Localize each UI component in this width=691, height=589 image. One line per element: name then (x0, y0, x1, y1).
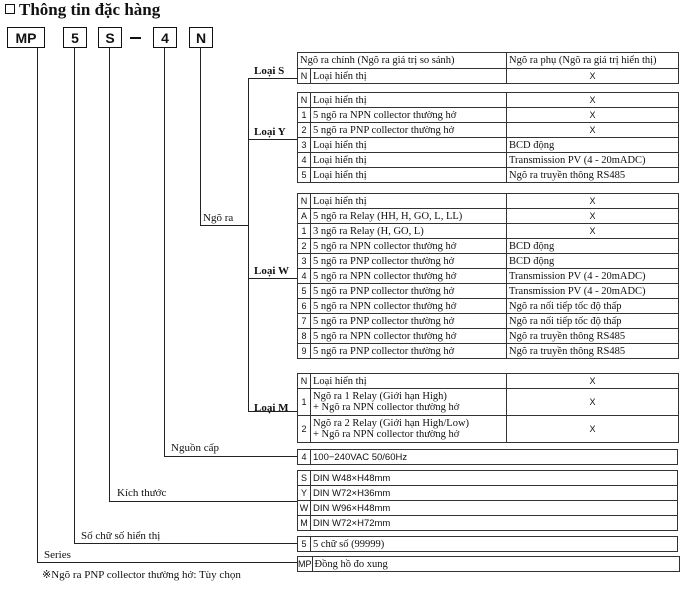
row-main: Loại hiển thị (311, 69, 507, 84)
leader-power-h (164, 456, 297, 457)
row-code: 1 (298, 389, 311, 416)
branch-loai-s (248, 78, 297, 79)
row-main: 5 ngõ ra PNP collector thường hở (311, 254, 507, 269)
table-row (298, 254, 679, 269)
row-main-line2: + Ngõ ra NPN collector thường hở (313, 429, 460, 440)
table-loai-y (297, 92, 679, 183)
row-sub: X (507, 108, 679, 123)
row-sub: Ngõ ra nối tiếp tốc độ thấp (507, 299, 679, 314)
table-row (298, 374, 679, 389)
row-text: 5 chữ số (99999) (311, 537, 678, 552)
table-loai-s (297, 52, 679, 84)
row-main: Loại hiển thị (311, 153, 507, 168)
table-row (298, 501, 678, 516)
row-sub: X (507, 416, 679, 443)
row-code: 4 (298, 269, 311, 284)
row-sub: X (507, 389, 679, 416)
row-sub: BCD động (507, 138, 679, 153)
branch-loai-y (248, 139, 297, 140)
row-text: Đồng hồ đo xung (312, 557, 679, 572)
row-main: Loại hiển thị (311, 374, 507, 389)
row-sub: Ngõ ra truyền thông RS485 (507, 168, 679, 183)
label-digits: Số chữ số hiển thị (81, 530, 161, 542)
row-sub: X (507, 374, 679, 389)
row-text: DIN W72×H72mm (311, 516, 678, 531)
row-sub: Ngõ ra truyền thông RS485 (507, 329, 679, 344)
table-size (297, 470, 678, 531)
row-main: 5 ngõ ra NPN collector thường hở (311, 329, 507, 344)
label-loai-m: Loại M (254, 402, 289, 414)
leader-size-h (109, 501, 297, 502)
code-box-digits (63, 27, 87, 48)
label-loai-y: Loại Y (254, 126, 286, 138)
label-loai-s: Loại S (254, 65, 285, 77)
table-row (298, 138, 679, 153)
table-row (298, 123, 679, 138)
table-row (298, 153, 679, 168)
row-sub: Transmission PV (4 - 20mADC) (507, 269, 679, 284)
label-output: Ngõ ra (203, 212, 234, 224)
table-row (298, 389, 679, 416)
row-sub: Ngõ ra truyền thông RS485 (507, 344, 679, 359)
row-main: 3 ngõ ra Relay (H, GO, L) (311, 224, 507, 239)
code-box-power (153, 27, 177, 48)
code-size-text: S (105, 29, 115, 46)
row-code: 4 (298, 153, 311, 168)
row-text: DIN W48×H48mm (311, 471, 678, 486)
row-main: 5 ngõ ra Relay (HH, H, GO, L, LL) (311, 209, 507, 224)
output-branch-vertical (248, 78, 249, 411)
row-sub: Transmission PV (4 - 20mADC) (507, 284, 679, 299)
row-code: 5 (298, 284, 311, 299)
table-row (298, 557, 680, 572)
row-text: DIN W72×H36mm (311, 486, 678, 501)
table-row (298, 416, 679, 443)
table-row (298, 269, 679, 284)
leader-size (109, 48, 110, 501)
row-code: 2 (298, 239, 311, 254)
row-sub: X (507, 69, 679, 84)
row-main: 5 ngõ ra NPN collector thường hở (311, 299, 507, 314)
row-sub: Transmission PV (4 - 20mADC) (507, 153, 679, 168)
table-row (298, 314, 679, 329)
row-code: 3 (298, 138, 311, 153)
row-main: 5 ngõ ra PNP collector thường hở (311, 284, 507, 299)
row-main: Loại hiển thị (311, 194, 507, 209)
table-digits (297, 536, 678, 552)
row-main: 5 ngõ ra PNP collector thường hở (311, 314, 507, 329)
leader-power (164, 48, 165, 456)
row-main: Loại hiển thị (311, 138, 507, 153)
row-code: A (298, 209, 311, 224)
row-sub: X (507, 93, 679, 108)
label-size: Kích thước (117, 487, 167, 499)
code-series-text: MP (15, 29, 37, 46)
row-sub: X (507, 123, 679, 138)
row-code: N (298, 69, 311, 84)
row-text: 100−240VAC 50/60Hz (311, 450, 678, 465)
table-row (298, 93, 679, 108)
table-series (297, 556, 680, 572)
table-row (298, 284, 679, 299)
row-sub: Ngõ ra nối tiếp tốc độ thấp (507, 314, 679, 329)
row-sub: X (507, 209, 679, 224)
code-power-text: 4 (161, 29, 169, 46)
row-main: Loại hiển thị (311, 93, 507, 108)
code-box-series (7, 27, 45, 48)
row-code: MP (298, 557, 313, 572)
table-row (298, 450, 678, 465)
row-main: 5 ngõ ra NPN collector thường hở (311, 239, 507, 254)
header-sub: Ngõ ra phụ (Ngõ ra giá trị hiển thị) (507, 53, 679, 69)
leader-series (37, 48, 38, 562)
row-main-line1: Ngõ ra 2 Relay (Giới hạn High/Low) (313, 418, 470, 429)
table-row (298, 69, 679, 84)
row-code: 9 (298, 344, 311, 359)
row-code: N (298, 93, 311, 108)
row-main-line2: + Ngõ ra NPN collector thường hở (313, 402, 460, 413)
row-code: 3 (298, 254, 311, 269)
table-row (298, 209, 679, 224)
header-main: Ngõ ra chính (Ngõ ra giá trị so sánh) (298, 53, 507, 69)
row-code: S (298, 471, 311, 486)
table-row (298, 108, 679, 123)
code-digits-text: 5 (71, 29, 79, 46)
row-code: 4 (298, 450, 311, 465)
code-box-output (189, 27, 213, 48)
label-power: Nguồn cấp (171, 442, 219, 454)
label-loai-w: Loại W (254, 265, 289, 277)
row-code: 5 (298, 168, 311, 183)
table-row (298, 224, 679, 239)
square-bullet-icon (5, 4, 15, 14)
row-code: N (298, 374, 311, 389)
leader-output (200, 48, 201, 225)
row-main: 5 ngõ ra NPN collector thường hở (311, 108, 507, 123)
row-main-line1: Ngõ ra 1 Relay (Giới hạn High) (313, 391, 447, 402)
row-main: Loại hiển thị (311, 168, 507, 183)
leader-digits-h (74, 543, 297, 544)
leader-series-h (37, 562, 297, 563)
table-row (298, 194, 679, 209)
table-power (297, 449, 678, 465)
row-text: DIN W96×H48mm (311, 501, 678, 516)
row-code: 8 (298, 329, 311, 344)
row-code: W (298, 501, 311, 516)
row-sub: BCD động (507, 254, 679, 269)
row-main: 5 ngõ ra PNP collector thường hở (311, 123, 507, 138)
row-sub: X (507, 194, 679, 209)
table-row (298, 486, 678, 501)
table-row (298, 168, 679, 183)
table-header-row (298, 53, 679, 69)
title-text: Thông tin đặc hàng (19, 0, 161, 19)
table-row (298, 239, 679, 254)
code-output-text: N (195, 29, 207, 46)
label-series: Series (44, 549, 71, 561)
leader-digits (74, 48, 75, 543)
table-loai-w (297, 193, 679, 359)
row-sub: BCD động (507, 239, 679, 254)
code-box-size (98, 27, 122, 48)
row-code: 7 (298, 314, 311, 329)
row-code: 2 (298, 123, 311, 138)
table-row (298, 516, 678, 531)
table-row (298, 471, 678, 486)
row-main (311, 389, 507, 416)
code-dash (130, 37, 141, 39)
row-code: 6 (298, 299, 311, 314)
row-code: N (298, 194, 311, 209)
table-row (298, 537, 678, 552)
row-code: 1 (298, 224, 311, 239)
section-title (5, 0, 160, 20)
row-code: 2 (298, 416, 311, 443)
row-main (311, 416, 507, 443)
row-sub: X (507, 224, 679, 239)
table-loai-m (297, 373, 679, 443)
table-row (298, 329, 679, 344)
table-row (298, 299, 679, 314)
row-main: 5 ngõ ra PNP collector thường hở (311, 344, 507, 359)
row-code: 5 (298, 537, 311, 552)
row-code: M (298, 516, 311, 531)
table-row (298, 344, 679, 359)
leader-output-h (200, 225, 248, 226)
row-code: 1 (298, 108, 311, 123)
branch-loai-w (248, 278, 297, 279)
row-code: Y (298, 486, 311, 501)
row-main: 5 ngõ ra NPN collector thường hở (311, 269, 507, 284)
footnote: ※Ngõ ra PNP collector thường hở: Tùy chọn (42, 569, 241, 581)
